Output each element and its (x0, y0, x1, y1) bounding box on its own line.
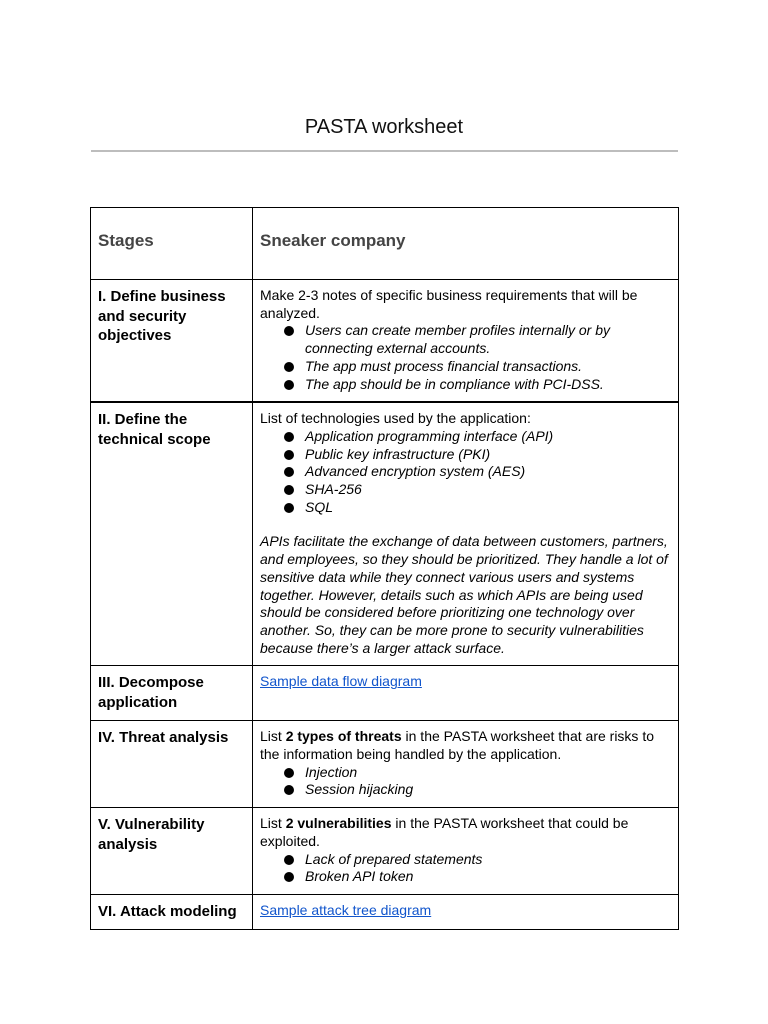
list-item: Lack of prepared statements (305, 851, 672, 869)
table-row (91, 894, 679, 930)
row-intro (260, 728, 672, 763)
intro-text: in the PASTA worksheet that are risks to the information being handled by the application. (260, 728, 654, 763)
intro-text: List (260, 815, 286, 832)
content-cell (253, 808, 679, 895)
table-row (91, 808, 679, 895)
list-item: The app should be in compliance with PCI-DSS. (305, 376, 672, 394)
attack-tree-diagram-link[interactable]: Sample attack tree diagram (260, 901, 432, 918)
table-row (91, 402, 679, 666)
stage-label: V. Vulnerability analysis (98, 816, 205, 853)
bullet-list (260, 428, 672, 517)
table-row (91, 280, 679, 403)
stage-label: VI. Attack modeling (98, 902, 237, 920)
bullet-list (260, 322, 672, 393)
row-intro: List of technologies used by the application: (260, 410, 531, 427)
list-item: Session hijacking (305, 781, 672, 799)
list-item: Broken API token (305, 868, 672, 886)
api-explanation-paragraph: APIs facilitate the exchange of data between customers, partners, and employees, so they should be prioritized. They handle a lot of sensitive data while they connect various users and systems together. However, details such as which APIs are being used should be considered before prioritizing one technology over another. So, they can be more prone to security vulnerabilities because there’s a larger attack surface. (260, 533, 668, 656)
page-title: PASTA worksheet (304, 116, 464, 138)
list-item: Advanced encryption system (AES) (305, 463, 672, 481)
header-cell-company (253, 208, 679, 280)
list-item: Users can create member profiles internally or by connecting external accounts. (305, 322, 672, 357)
list-item: Injection (305, 764, 672, 782)
table-row (91, 721, 679, 808)
list-item: Public key infrastructure (PKI) (305, 446, 672, 464)
pasta-worksheet-table (90, 207, 679, 930)
bullet-list (260, 851, 672, 886)
content-cell (253, 721, 679, 808)
stage-cell (91, 721, 253, 808)
intro-bold-text: 2 vulnerabilities (285, 815, 392, 832)
stage-cell (91, 894, 253, 930)
stage-label: II. Define the technical scope (98, 411, 211, 448)
content-cell (253, 402, 679, 666)
stage-cell (91, 666, 253, 721)
content-cell (253, 666, 679, 721)
intro-text: in the PASTA worksheet that could be exploited. (260, 815, 629, 849)
list-item: SQL (305, 499, 672, 517)
stage-cell (91, 280, 253, 403)
stage-cell (91, 402, 253, 666)
row-intro (260, 815, 672, 850)
stage-cell (91, 808, 253, 895)
row-intro: Make 2-3 notes of specific business requirements that will be analyzed. (260, 287, 638, 321)
stage-label: IV. Threat analysis (98, 729, 229, 747)
stage-label: I. Define business and security objectives (98, 288, 226, 344)
stage-label: III. Decompose application (98, 674, 204, 711)
title-divider (91, 150, 678, 152)
list-item: The app must process financial transactions. (305, 358, 672, 376)
header-sneaker-company: Sneaker company (260, 231, 406, 250)
bullet-list (260, 764, 672, 799)
header-cell-stages (91, 208, 253, 280)
content-cell (253, 894, 679, 930)
header-stages: Stages (98, 231, 154, 250)
data-flow-diagram-link[interactable]: Sample data flow diagram (260, 673, 422, 690)
intro-text: List (260, 728, 286, 745)
intro-bold-text: 2 types of threats (285, 728, 402, 745)
table-row (91, 666, 679, 721)
list-item: SHA-256 (305, 481, 672, 499)
content-cell (253, 280, 679, 403)
table-header-row (91, 208, 679, 280)
list-item: Application programming interface (API) (305, 428, 672, 446)
